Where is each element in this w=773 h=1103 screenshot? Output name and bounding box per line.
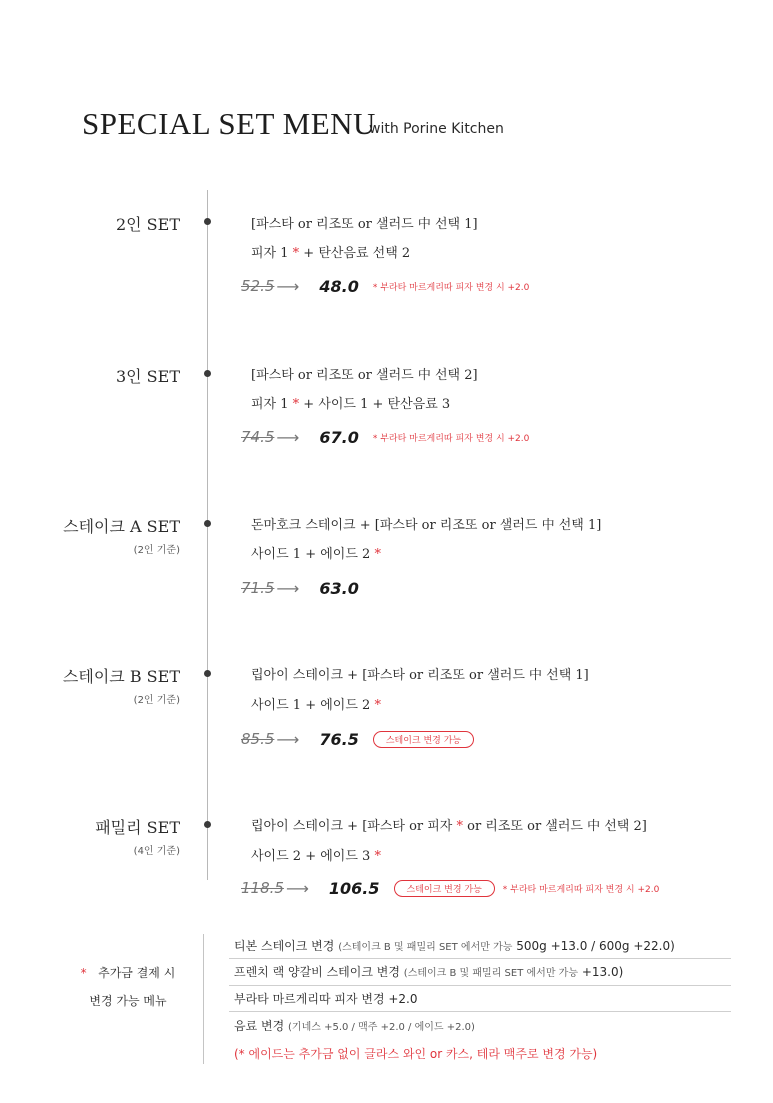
row-divider <box>229 1011 731 1012</box>
timeline-dot <box>204 370 211 377</box>
set-name: 스테이크 B SET <box>62 667 180 686</box>
original-price: 52.5 <box>241 277 275 295</box>
extras-note: (* 에이드는 추가금 없이 글라스 와인 or 카스, 테라 맥주로 변경 가능) <box>234 1047 598 1061</box>
set-line: [파스타 or 리조또 or 샐러드 中 선택 1] <box>251 217 478 232</box>
steak-change-badge: 스테이크 변경 가능 <box>373 731 474 748</box>
arrow-icon: ⟶ <box>276 427 300 447</box>
original-price: 74.5 <box>241 428 275 446</box>
row-divider <box>229 958 731 959</box>
asterisk-mark: * <box>292 246 300 261</box>
set-line: 사이드 1 + 에이드 2 * <box>251 547 381 562</box>
arrow-icon: ⟶ <box>276 729 300 749</box>
timeline-divider <box>207 190 208 880</box>
price-row <box>241 727 482 751</box>
row-divider <box>229 985 731 986</box>
extras-row: 티본 스테이크 변경 (스테이크 B 및 패밀리 SET 에서만 가능 500g +13.0 / 600g +22.0) <box>234 939 675 953</box>
steak-change-badge: 스테이크 변경 가능 <box>394 880 495 897</box>
set-line: 피자 1 * + 탄산음료 선택 2 <box>251 246 411 261</box>
set-price: 106.5 <box>328 878 380 898</box>
arrow-icon: ⟶ <box>276 276 300 296</box>
set-line: 피자 1 * + 사이드 1 + 탄산음료 3 <box>251 397 451 412</box>
extras-label: * 추가금 결제 시 <box>80 966 176 980</box>
extras-label-line2: 변경 가능 메뉴 <box>89 994 167 1008</box>
arrow-icon: ⟶ <box>276 578 300 598</box>
original-price: 85.5 <box>241 730 275 748</box>
set-name: 스테이크 A SET <box>63 517 180 536</box>
set-price: 76.5 <box>319 729 359 749</box>
timeline-dot <box>204 520 211 527</box>
set-price: 63.0 <box>319 578 359 598</box>
price-row <box>241 876 659 900</box>
arrow-icon: ⟶ <box>285 878 309 898</box>
set-note: (4인 기준) <box>133 846 180 857</box>
set-line: 돈마호크 스테이크 + [파스타 or 리조또 or 샐러드 中 선택 1] <box>251 518 602 533</box>
set-line: 사이드 1 + 에이드 2 * <box>251 698 381 713</box>
extras-row: 음료 변경 (기네스 +5.0 / 맥주 +2.0 / 에이드 +2.0) <box>234 1019 475 1033</box>
set-name: 패밀리 SET <box>95 818 180 837</box>
set-note: (2인 기준) <box>133 695 180 706</box>
set-line: 사이드 2 + 에이드 3 * <box>251 849 381 864</box>
price-row <box>241 274 529 298</box>
set-name: 2인 SET <box>115 215 180 234</box>
price-remark: * 부라타 마르게리따 피자 변경 시 +2.0 <box>372 433 530 444</box>
price-remark: * 부라타 마르게리따 피자 변경 시 +2.0 <box>372 282 530 293</box>
set-price: 48.0 <box>319 276 359 296</box>
page-title: SPECIAL SET MENU <box>82 106 376 141</box>
set-line: 립아이 스테이크 + [파스타 or 리조또 or 샐러드 中 선택 1] <box>251 668 589 683</box>
price-remark: * 부라타 마르게리따 피자 변경 시 +2.0 <box>502 884 660 895</box>
original-price: 71.5 <box>241 579 275 597</box>
set-line: 립아이 스테이크 + [파스타 or 피자 * or 리조또 or 샐러드 中 선택 2] <box>251 819 647 834</box>
original-price: 118.5 <box>241 879 284 897</box>
extras-row: 프렌치 랙 양갈비 스테이크 변경 (스테이크 B 및 패밀리 SET 에서만 가능 +13.0) <box>234 965 624 979</box>
price-row <box>241 425 529 449</box>
page-subtitle: with Porine Kitchen <box>369 121 504 137</box>
timeline-dot <box>204 670 211 677</box>
extras-row: 부라타 마르게리따 피자 변경 +2.0 <box>234 992 418 1006</box>
timeline-dot <box>204 218 211 225</box>
set-name: 3인 SET <box>115 367 180 386</box>
asterisk-mark: * <box>374 698 381 713</box>
set-price: 67.0 <box>319 427 359 447</box>
asterisk-mark: * <box>374 547 381 562</box>
price-row <box>241 576 373 600</box>
timeline-dot <box>204 821 211 828</box>
set-line: [파스타 or 리조또 or 샐러드 中 선택 2] <box>251 368 478 383</box>
asterisk-mark: * <box>292 397 300 412</box>
set-note: (2인 기준) <box>133 545 180 556</box>
asterisk-mark: * <box>374 849 381 864</box>
asterisk-mark: * <box>456 819 463 834</box>
